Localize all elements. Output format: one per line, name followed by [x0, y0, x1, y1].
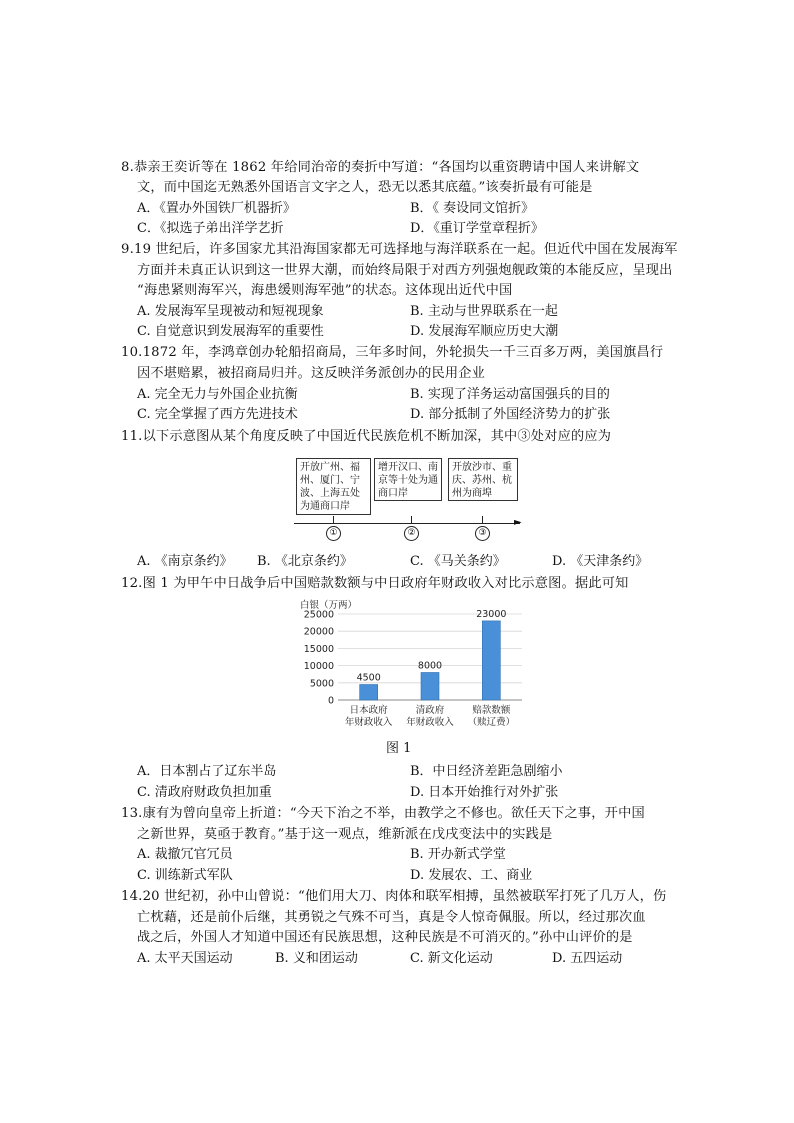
bar [421, 672, 439, 700]
y-tick-label: 25000 [303, 609, 334, 621]
q8-option-b: B．《 奏设同文馆折》 [410, 201, 535, 216]
q13-stem-line1: 13.康有为曾向皇帝上折道：“今天下治之不举，由教学之不修也。欲任天下之事，开中国 [121, 806, 645, 821]
q8-stem-line2: 文，而中国迄无熟悉外国语言文字之人，恐无以悉其底蕴。”该奏折最有可能是 [137, 180, 593, 195]
q9-stem-line1: 9.19 世纪后，许多国家尤其沿海国家都无可选择地与海洋联系在一起。但近代中国在发展海军 [121, 242, 678, 257]
timeline-marker-2: ② [404, 526, 419, 541]
y-tick-label: 0 [327, 695, 334, 707]
q9-stem-line3: “海患紧则海军兴，海患缓则海军弛”的状态。这体现出近代中国 [137, 283, 513, 298]
bar [482, 621, 500, 700]
q13-option-c: C. 训练新式军队 [137, 868, 233, 883]
timeline-arrow-icon: ► [514, 517, 522, 528]
q10-stem-line1: 10.1872 年，李鸿章创办轮船招商局，三年多时间，外轮损失一千三百多万两，美国旗昌行 [121, 345, 664, 360]
q14-stem-line1: 14.20 世纪初，孙中山曾说：“他们用大刀、肉体和联军相搏，虽然被联军打死了几万人，伤 [121, 889, 667, 904]
q14-stem-line2: 亡枕藉，还是前仆后继，其勇锐之气殊不可当，真是令人惊奇佩服。所以，经过那次血 [137, 910, 646, 925]
q14-option-b: B. 义和团运动 [275, 951, 358, 966]
x-category-label: 赔款数额 [472, 705, 511, 716]
q11-stem-line1: 11.以下示意图从某个角度反映了中国近代民族危机不断加深，其中③处对应的应为 [121, 429, 612, 444]
q10-option-b: B. 实现了洋务运动富国强兵的目的 [410, 387, 610, 402]
q8-option-a: A．《置办外国铁厂机器折》 [137, 201, 296, 216]
q10-stem-line2: 因不堪赔累，被招商局归并。这反映洋务派创办的民用企业 [137, 366, 486, 381]
q12-option-d: D. 日本开始推行对外扩张 [410, 785, 559, 800]
q8-stem-line1: 8.恭亲王奕䜣等在 1862 年给同治帝的奏折中写道：“各国均以重资聘请中国人来讲解文 [121, 160, 640, 175]
q12-stem-line1: 12.图 1 为甲午中日战争后中国赔款数额与中日政府年财政收入对比示意图。据此可知 [121, 576, 629, 591]
y-tick-label: 5000 [309, 678, 334, 690]
q9-stem-line2: 方面并未真正认识到这一世界大潮，而始终局限于对西方列强炮舰政策的本能反应，呈现出 [137, 263, 673, 278]
q14-stem-line3: 战之后，外国人才知道中国还有民族思想，这种民族是不可消灭的。”孙中山评价的是 [137, 930, 633, 945]
timeline-box-3: 开放沙市、重庆、苏州、杭州为商埠 [448, 458, 518, 501]
q11-option-b: B. 《北京条约》 [257, 554, 353, 569]
x-category-label: 年财政收入 [406, 717, 454, 728]
bar [360, 685, 378, 700]
q12-option-a: A．日本割占了辽东半岛 [137, 764, 277, 779]
timeline-tick-2 [411, 516, 412, 523]
q8-option-d: D．《重订学堂章程折》 [410, 221, 544, 236]
bar-value-label: 23000 [476, 608, 507, 620]
indemnity-bar-chart [290, 596, 540, 736]
x-category-label: （赎辽费） [467, 717, 516, 728]
timeline-box-1: 开放广州、福州、厦门、宁波、上海五处为通商口岸 [296, 458, 371, 515]
q14-option-a: A. 太平天国运动 [137, 951, 233, 966]
q8-option-c: C．《拟选子弟出洋学艺折 [137, 221, 284, 236]
q11-option-c: C. 《马关条约》 [410, 554, 506, 569]
q14-option-d: D. 五四运动 [552, 951, 623, 966]
timeline-marker-1: ① [326, 526, 341, 541]
figure-1-caption: 图 1 [386, 741, 412, 756]
chart-y-axis-label: 白银（万两） [300, 600, 358, 611]
timeline-marker-3: ③ [475, 526, 490, 541]
q9-option-a: A. 发展海军呈现被动和短视现象 [137, 304, 324, 319]
q13-option-d: D. 发展农、工、商业 [410, 868, 533, 883]
y-tick-label: 15000 [303, 643, 334, 655]
q12-option-b: B．中日经济差距急剧缩小 [410, 764, 563, 779]
q13-option-a: A. 裁撤冗官冗员 [137, 847, 233, 862]
timeline-box-2: 增开汉口、南京等十处为通商口岸 [374, 458, 442, 501]
q13-stem-line2: 之新世界，莫亟于教育。”基于这一观点，维新派在戊戌变法中的实践是 [137, 827, 553, 842]
q12-option-c: C. 清政府财政负担加重 [137, 785, 272, 800]
timeline-axis [294, 523, 520, 524]
treaty-timeline-figure [290, 458, 530, 542]
x-category-label: 清政府 [415, 705, 445, 716]
q10-option-d: D. 部分抵制了外国经济势力的扩张 [410, 407, 611, 422]
q14-option-c: C. 新文化运动 [410, 951, 493, 966]
q10-option-a: A. 完全无力与外国企业抗衡 [137, 387, 298, 402]
x-category-label: 年财政收入 [344, 717, 393, 728]
q11-option-a: A. 《南京条约》 [137, 554, 233, 569]
y-tick-label: 20000 [303, 626, 334, 638]
q9-option-b: B. 主动与世界联系在一起 [410, 304, 558, 319]
q9-option-c: C. 自觉意识到发展海军的重要性 [137, 324, 324, 339]
y-tick-label: 10000 [303, 661, 334, 673]
bar-value-label: 8000 [417, 660, 443, 672]
q10-option-c: C. 完全掌握了西方先进技术 [137, 407, 298, 422]
bar-value-label: 4500 [356, 672, 381, 684]
q9-option-d: D. 发展海军顺应历史大潮 [410, 324, 559, 339]
timeline-tick-1 [333, 516, 334, 523]
x-category-label: 日本政府 [349, 705, 388, 716]
timeline-tick-3 [482, 516, 483, 523]
q11-option-d: D. 《天津条约》 [552, 554, 649, 569]
q13-option-b: B. 开办新式学堂 [410, 847, 506, 862]
